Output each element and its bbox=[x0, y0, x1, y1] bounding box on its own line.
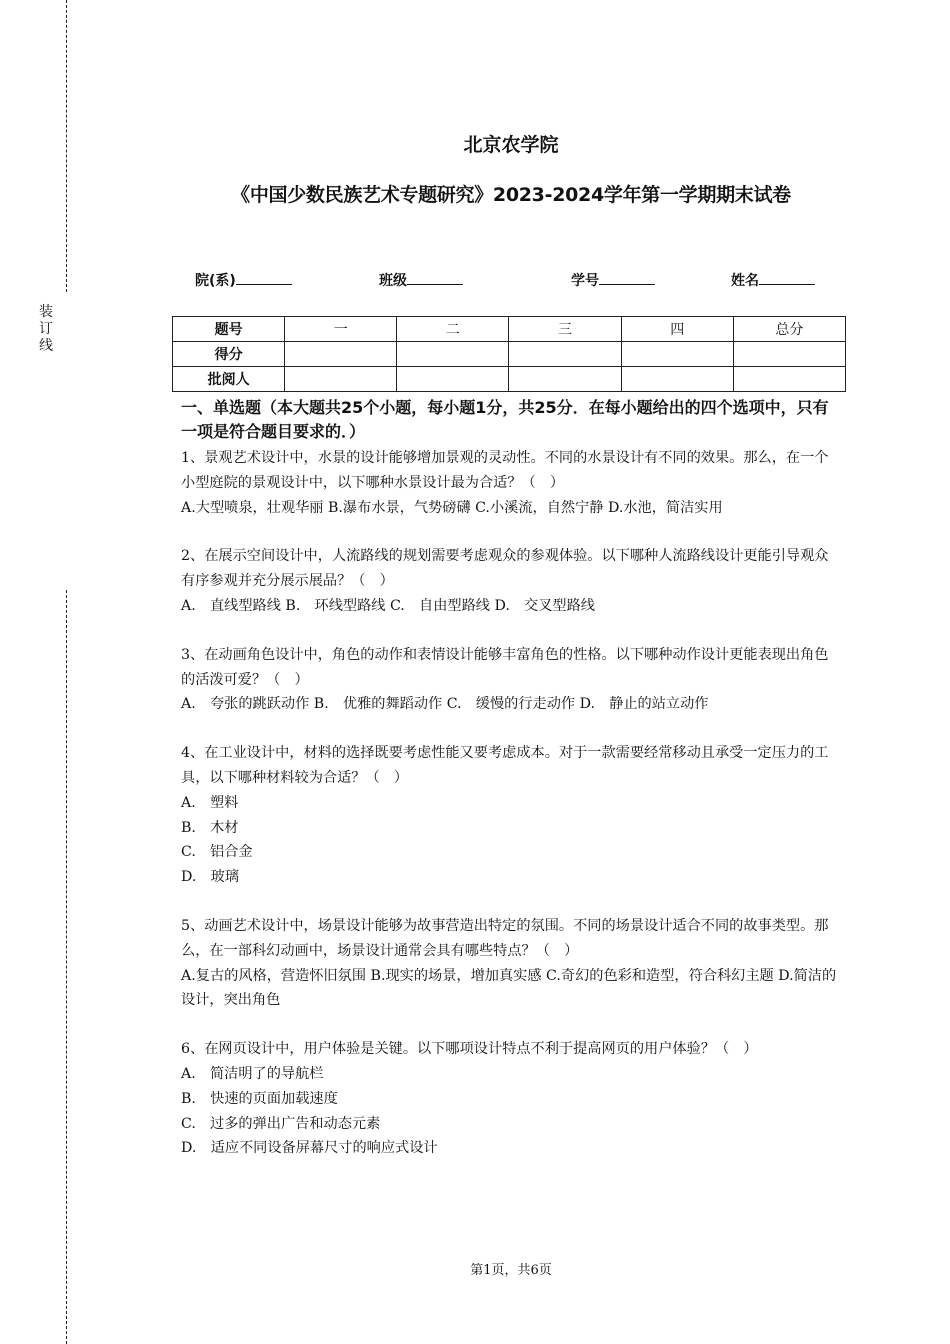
page-footer: 第1页，共6页 bbox=[470, 1263, 552, 1278]
question-option: D. 玻璃 bbox=[181, 869, 239, 886]
score-cell[interactable] bbox=[397, 342, 509, 367]
binding-label bbox=[38, 304, 54, 355]
name-blank bbox=[759, 270, 815, 285]
question-stem: 2、在展示空间设计中，人流路线的规划需要考虑观众的参观体验。以下哪种人流路线设计更能引导观众有序参观并充分展示展品？（ ） bbox=[181, 548, 829, 590]
question-options: A. 直线型路线 B. 环线型路线 C. 自由型路线 D. 交叉型路线 bbox=[181, 597, 595, 614]
reviewer-cell[interactable] bbox=[509, 367, 621, 392]
score-table-header: 三 bbox=[509, 317, 621, 342]
student-info-row bbox=[195, 270, 835, 290]
binding-char: 线 bbox=[39, 338, 53, 354]
score-table-header-row bbox=[173, 317, 846, 342]
name-field bbox=[731, 270, 815, 290]
question-stem: 4、在工业设计中，材料的选择既要考虑性能又要考虑成本。对于一款需要经常移动且承受一定压力的工具，以下哪种材料较为合适？（ ） bbox=[181, 745, 829, 786]
reviewer-cell[interactable] bbox=[285, 367, 397, 392]
score-table-header: 四 bbox=[621, 317, 733, 342]
question bbox=[181, 446, 841, 520]
score-table-row bbox=[173, 342, 846, 367]
name-label: 姓名 bbox=[731, 273, 759, 289]
score-cell[interactable] bbox=[509, 342, 621, 367]
question-stem: 1、景观艺术设计中，水景的设计能够增加景观的灵动性。不同的水景设计有不同的效果。那么，在一个小型庭院的景观设计中，以下哪种水景设计最为合适？（ ） bbox=[181, 450, 829, 491]
section-heading: 一、单选题（本大题共25个小题，每小题1分，共25分．在每小题给出的四个选项中，只有一项是符合题目要求的．） bbox=[181, 398, 829, 441]
score-table-header: 一 bbox=[285, 317, 397, 342]
score-table-header: 题号 bbox=[173, 317, 285, 342]
score-table bbox=[172, 316, 846, 392]
question-options: A.复古的风格，营造怀旧氛围 B.现实的场景，增加真实感 C.奇幻的色彩和造型，符合科幻主题 D.简洁的设计，突出角色 bbox=[181, 967, 837, 1009]
class-blank bbox=[407, 270, 463, 285]
question-options: A.大型喷泉，壮观华丽 B.瀑布水景，气势磅礴 C.小溪流，自然宁静 D.水池，简洁实用 bbox=[181, 499, 723, 516]
binding-char: 订 bbox=[39, 321, 53, 337]
question bbox=[181, 741, 841, 890]
score-table-header: 总分 bbox=[733, 317, 845, 342]
class-label: 班级 bbox=[379, 273, 407, 289]
question-option: C. 过多的弹出广告和动态元素 bbox=[181, 1115, 381, 1132]
question-option: B. 快速的页面加载速度 bbox=[181, 1090, 338, 1107]
question-option: A. 简洁明了的导航栏 bbox=[181, 1065, 324, 1082]
student-id-blank bbox=[599, 270, 655, 285]
score-table-header: 二 bbox=[397, 317, 509, 342]
question-option: B. 木材 bbox=[181, 819, 239, 836]
binding-line bbox=[66, 590, 67, 1344]
score-cell[interactable] bbox=[733, 342, 845, 367]
question-options: A. 夸张的跳跃动作 B. 优雅的舞蹈动作 C. 缓慢的行走动作 D. 静止的站立动作 bbox=[181, 696, 709, 713]
score-cell[interactable] bbox=[285, 342, 397, 367]
binding-char: 装 bbox=[39, 304, 53, 320]
question bbox=[181, 1037, 841, 1161]
exam-content bbox=[181, 396, 841, 1185]
department-field bbox=[195, 270, 292, 290]
reviewer-cell[interactable] bbox=[397, 367, 509, 392]
score-cell[interactable] bbox=[621, 342, 733, 367]
reviewer-cell[interactable] bbox=[733, 367, 845, 392]
department-label: 院(系) bbox=[195, 273, 236, 289]
student-id-field bbox=[571, 270, 655, 290]
department-blank bbox=[236, 270, 292, 285]
question-option: C. 铝合金 bbox=[181, 844, 253, 861]
score-row-label: 得分 bbox=[173, 342, 285, 367]
reviewer-row-label: 批阅人 bbox=[173, 367, 285, 392]
class-field bbox=[379, 270, 463, 290]
question bbox=[181, 643, 841, 717]
question bbox=[181, 544, 841, 618]
question-option: A. 塑料 bbox=[181, 794, 239, 811]
student-id-label: 学号 bbox=[571, 273, 599, 289]
question bbox=[181, 914, 841, 1013]
question-stem: 3、在动画角色设计中，角色的动作和表情设计能够丰富角色的性格。以下哪种动作设计更能表现出角色的活泼可爱？（ ） bbox=[181, 646, 829, 688]
reviewer-cell[interactable] bbox=[621, 367, 733, 392]
question-stem: 6、在网页设计中，用户体验是关键。以下哪项设计特点不利于提高网页的用户体验？（ ） bbox=[181, 1041, 758, 1058]
score-table-row bbox=[173, 367, 846, 392]
exam-title: 《中国少数民族艺术专题研究》2023-2024学年第一学期期末试卷 bbox=[231, 184, 791, 206]
question-option: D. 适应不同设备屏幕尺寸的响应式设计 bbox=[181, 1140, 438, 1157]
school-name: 北京农学院 bbox=[463, 134, 559, 156]
question-stem: 5、动画艺术设计中，场景设计能够为故事营造出特定的氛围。不同的场景设计适合不同的故事类型。那么，在一部科幻动画中，场景设计通常会具有哪些特点？（ ） bbox=[181, 917, 829, 959]
